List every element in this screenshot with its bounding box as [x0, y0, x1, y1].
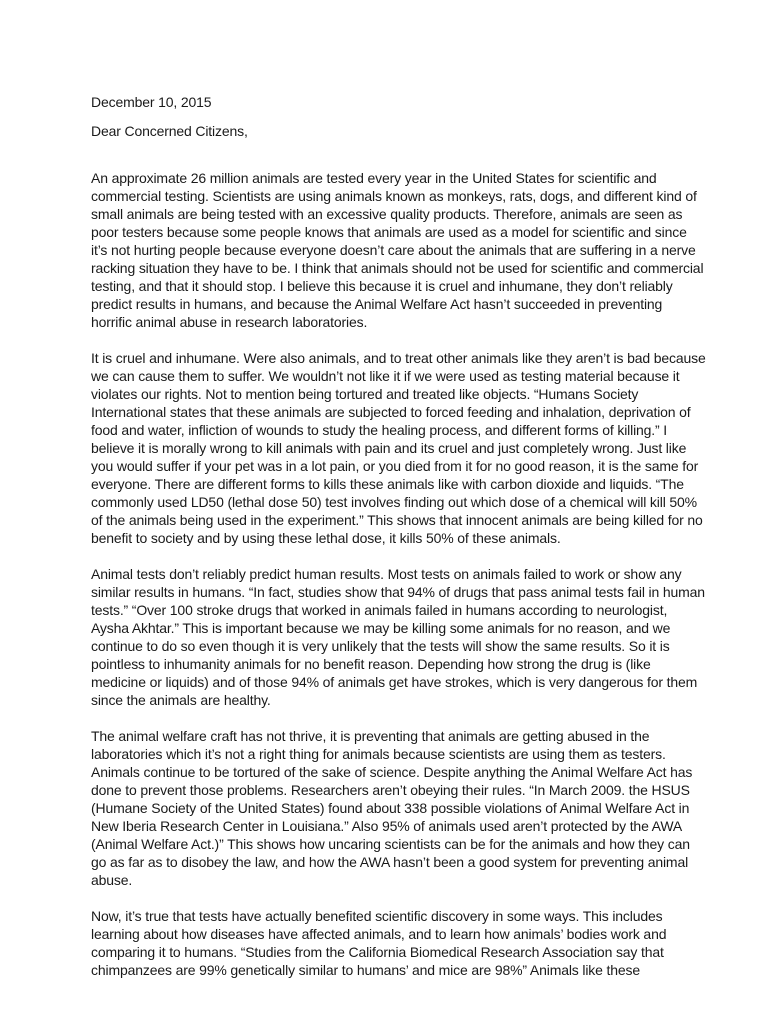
paragraph-cruel-inhumane: It is cruel and inhumane. Were also animals, and to treat other animals like they aren’t is bad because we can cause them to suffer. We wouldn’t not like it if we were used as testing material because it violates our rights. Not to mention being tortured and treated like objects. “Humans Society International states that these animals are subjected to forced feeding and inhalation, deprivation of food and water, infliction of wounds to study the healing process, and different forms of killing.” I believe it is morally wrong to kill animals with pain and its cruel and just completely wrong. Just like you would suffer if your pet was in a lot pain, or you died from it for no good reason, it is the same for everyone. There are different forms to kills these animals like with carbon dioxide and liquids. “The commonly used LD50 (lethal dose 50) test involves finding out which dose of a chemical will kill 50% of the animals being used in the experiment.” This shows that innocent animals are being killed for no benefit to society and by using these lethal dose, it kills 50% of these animals.: [91, 350, 706, 546]
paragraph-unreliable-results: Animal tests don’t reliably predict human results. Most tests on animals failed to work or show any similar results in humans. “In fact, studies show that 94% of drugs that pass animal tests fail in human tests.” “Over 100 stroke drugs that worked in animals failed in humans according to neurologist, Aysha Akhtar.” This is important because we may be killing some animals for no reason, and we continue to do so even though it is very unlikely that the tests will show the same results. So it is pointless to inhumanity animals for no benefit reason. Depending how strong the drug is (like medicine or liquids) and of those 94% of animals get have strokes, which is very dangerous for them since the animals are healthy.: [91, 566, 705, 708]
paragraph-animal-welfare-act: The animal welfare craft has not thrive, it is preventing that animals are getting abused in the laboratories which it’s not a right thing for animals because scientists are using them as testers. Animals continue to be tortured of the sake of science. Despite anything the Animal Welfare Act has done to prevent those problems. Researchers aren’t obeying their rules. “In March 2009. the HSUS (Humane Society of the United States) found about 338 possible violations of Animal Welfare Act in New Iberia Research Center in Louisiana.” Also 95% of animals used aren’t protected by the AWA (Animal Welfare Act.)” This shows how uncaring scientists can be for the animals and how they can go as far as to disobey the law, and how the AWA hasn’t been a good system for preventing animal abuse.: [91, 728, 693, 888]
letter-date: December 10, 2015: [91, 94, 212, 110]
paragraph-counterargument: Now, it’s true that tests have actually benefited scientific discovery in some ways. This includes learning about how diseases have affected animals, and to learn how animals’ bodies work and comparing it to humans. “Studies from the California Biomedical Research Association say that chimpanzees are 99% genetically similar to humans’ and mice are 98%” Animals like these: [91, 908, 667, 978]
paragraph-introduction: An approximate 26 million animals are tested every year in the United States for scientific and commercial testing. Scientists are using animals known as monkeys, rats, dogs, and different kind of small animals are being tested with an excessive quality products. Therefore, animals are seen as poor testers because some people knows that animals are used as a model for scientific and since it’s not hurting people because everyone doesn’t care about the animals that are suffering in a nerve racking situation they have to be. I think that animals should not be used for scientific and commercial testing, and that it should stop. I believe this because it is cruel and inhumane, they don’t reliably predict results in humans, and because the Animal Welfare Act hasn’t succeeded in preventing horrific animal abuse in research laboratories.: [91, 170, 704, 330]
letter-salutation: Dear Concerned Citizens,: [91, 123, 248, 139]
